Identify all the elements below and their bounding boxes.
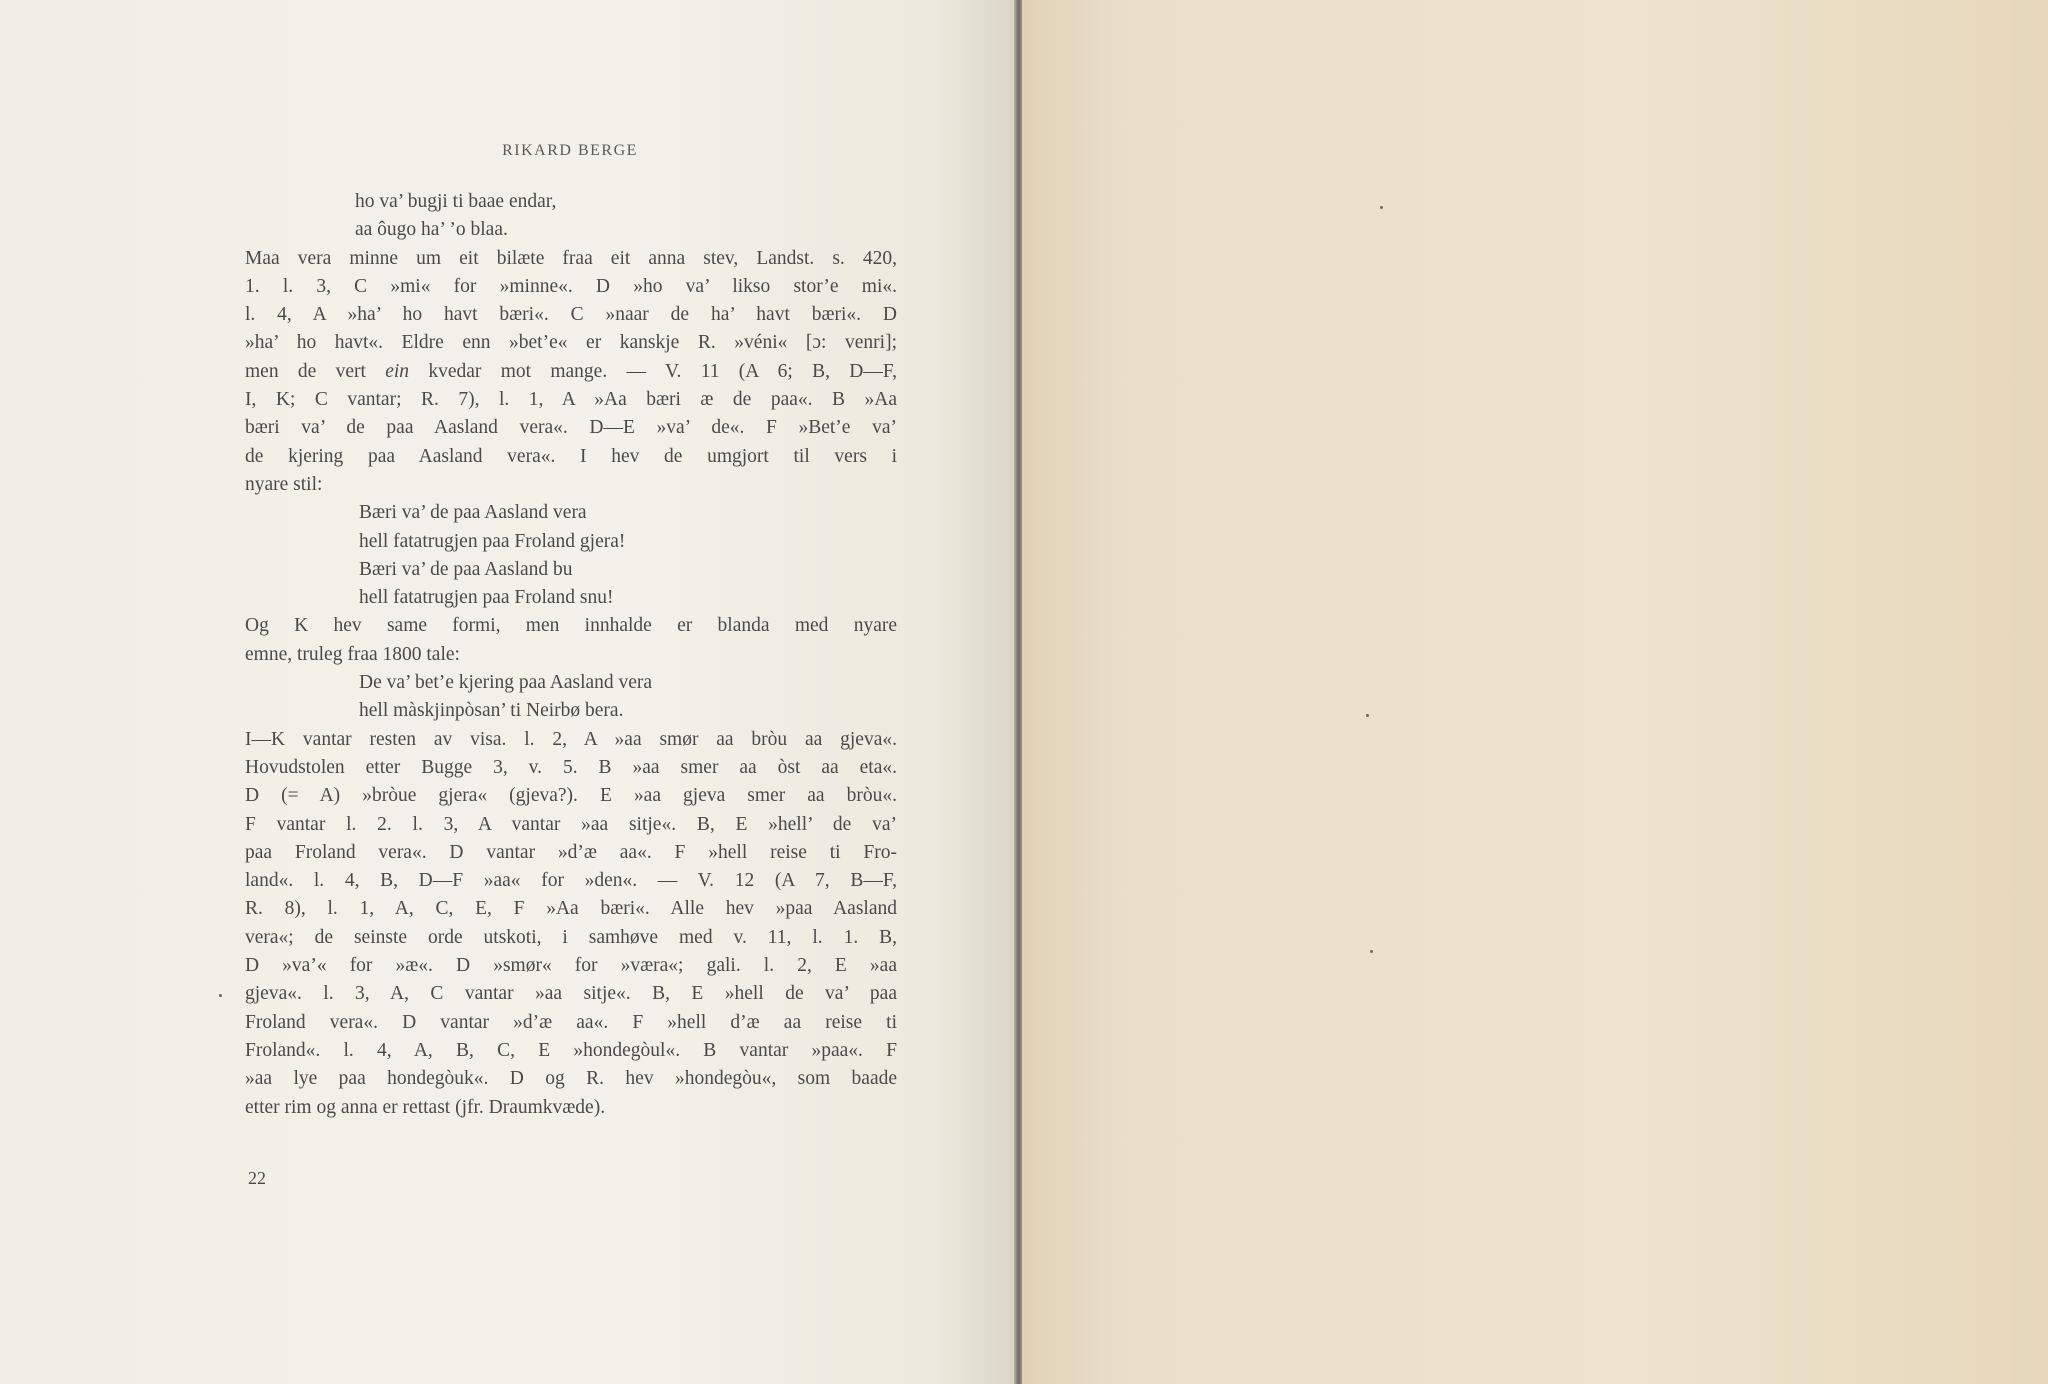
verse-line: hell màskjinpòsan’ ti Neirbø bera. (359, 700, 624, 722)
prose-line: l. 4, A »ha’ ho havt bæri«. C »naar de ha’ havt bæri«. D (245, 304, 897, 326)
paper-speck (1370, 950, 1373, 953)
prose-line: land«. l. 4, B, D—F »aa« for »den«. — V. 12 (A 7, B—F, (245, 870, 897, 892)
prose-line: Og K hev same formi, men innhalde er blanda med nyare (245, 615, 897, 637)
prose-line: »aa lye paa hondegòuk«. D og R. hev »hondegòu«, som baade (245, 1068, 897, 1090)
prose-line: F vantar l. 2. l. 3, A vantar »aa sitje«. B, E »hell’ de va’ (245, 813, 897, 835)
prose-line: I, K; C vantar; R. 7), l. 1, A »Aa bæri æ de paa«. B »Aa (245, 389, 897, 411)
paper-speck (219, 994, 222, 997)
verse-line: Bæri va’ de paa Aasland vera (359, 502, 587, 524)
verse-line: hell fatatrugjen paa Froland snu! (359, 587, 614, 609)
right-page-blank (1022, 0, 2048, 1384)
prose-line: 1. l. 3, C »mi« for »minne«. D »ho va’ likso stor’e mi«. (245, 275, 897, 297)
page-number: 22 (248, 1168, 266, 1188)
prose-segment: men de vert (245, 360, 386, 382)
prose-line: »ha’ ho havt«. Eldre enn »bet’e« er kanskje R. »véni« [ɔ: venri]; (245, 332, 897, 354)
prose-line: paa Froland vera«. D vantar »d’æ aa«. F »hell reise ti Fro- (245, 841, 897, 863)
prose-line: vera«; de seinste orde utskoti, i samhøve med v. 11, l. 1. B, (245, 926, 897, 948)
prose-line: emne, truleg fraa 1800 tale: (245, 643, 460, 665)
prose-line: I—K vantar resten av visa. l. 2, A »aa smør aa bròu aa gjeva«. (245, 728, 897, 750)
verse-line: hell fatatrugjen paa Froland gjera! (359, 530, 626, 552)
verse-line: ho va’ bugji ti baae endar, (355, 191, 557, 212)
prose-line: Froland«. l. 4, A, B, C, E »hondegòul«. B vantar »paa«. F (245, 1039, 897, 1061)
italic-word: ein (385, 360, 410, 382)
prose-line: Hovudstolen etter Bugge 3, v. 5. B »aa smer aa òst aa eta«. (245, 756, 897, 778)
prose-segment: kvedar mot mange. — V. 11 (A 6; B, D—F, (409, 360, 897, 382)
verse-line: Bæri va’ de paa Aasland bu (359, 558, 573, 580)
verse-line: De va’ bet’e kjering paa Aasland vera (359, 672, 653, 694)
prose-line: etter rim og anna er rettast (jfr. Draumkvæde). (245, 1096, 606, 1118)
prose-line: Maa vera minne um eit bilæte fraa eit anna stev, Landst. s. 420, (245, 247, 897, 269)
prose-line (245, 358, 897, 386)
page-body-text (245, 188, 897, 1122)
paper-speck (1380, 206, 1383, 209)
left-page (0, 0, 1018, 1384)
verse-line: aa ôugo ha’ ’o blaa. (355, 219, 508, 241)
prose-line: nyare stil: (245, 473, 323, 495)
prose-line: R. 8), l. 1, A, C, E, F »Aa bæri«. Alle hev »paa Aasland (245, 898, 897, 920)
prose-line: D »va’« for »æ«. D »smør« for »væra«; gali. l. 2, E »aa (245, 955, 897, 977)
prose-line: D (= A) »bròue gjera« (gjeva?). E »aa gjeva smer aa bròu«. (245, 785, 897, 807)
prose-line: de kjering paa Aasland vera«. I hev de umgjort til vers i (245, 445, 897, 467)
prose-line: bæri va’ de paa Aasland vera«. D—E »va’ de«. F »Bet’e va’ (245, 417, 897, 439)
prose-line: gjeva«. l. 3, A, C vantar »aa sitje«. B, E »hell de va’ paa (245, 983, 897, 1005)
running-head: RIKARD BERGE (502, 142, 638, 159)
book-gutter (1014, 0, 1022, 1384)
paper-speck (1366, 714, 1369, 717)
prose-line: Froland vera«. D vantar »d’æ aa«. F »hell d’æ aa reise ti (245, 1011, 897, 1033)
